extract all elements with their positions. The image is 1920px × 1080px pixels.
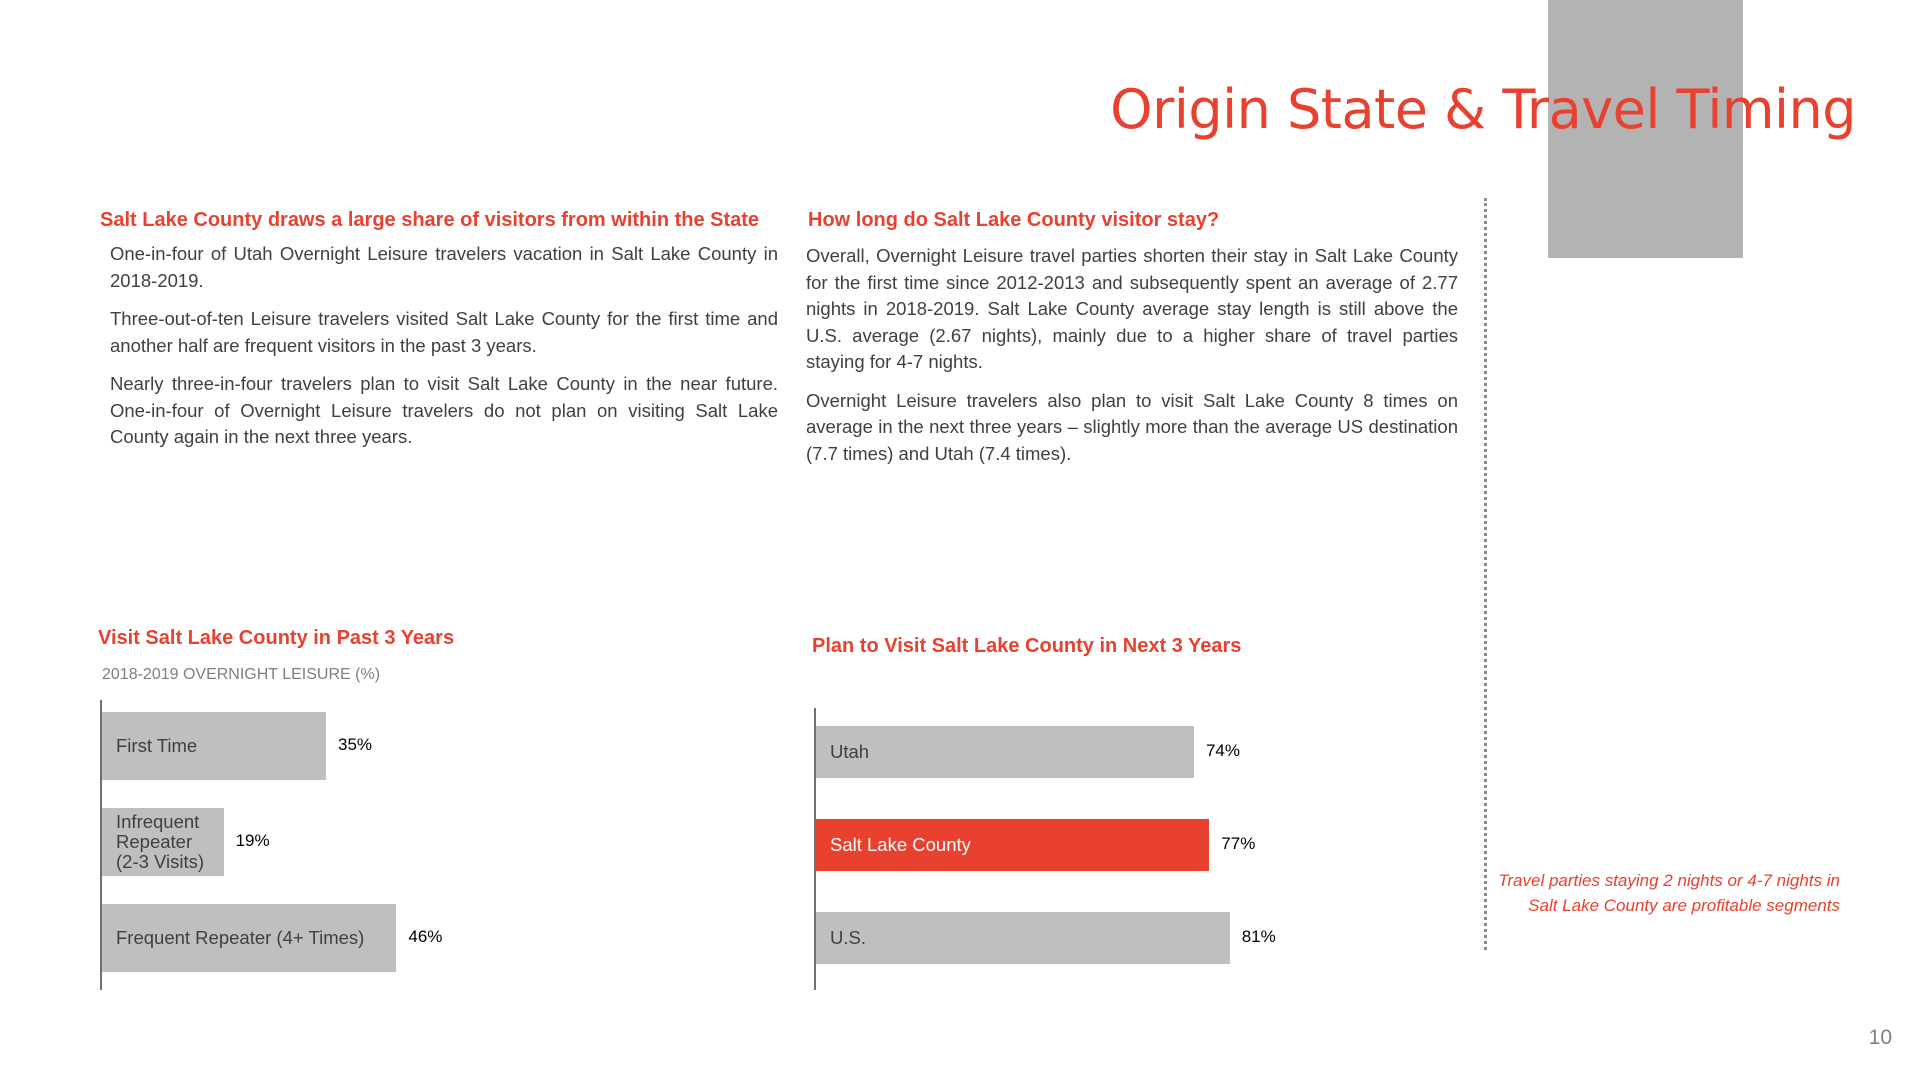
bar-category-label: U.S. [830,927,866,948]
bar-value-label: 46% [408,927,443,946]
page-title: Origin State & Travel Timing [1110,78,1856,141]
right-section-text [806,243,1458,479]
bar-value-label: 35% [338,735,373,754]
chart-subtitle: 2018-2019 OVERNIGHT LEISURE (%) [102,666,381,683]
bar-value-label: 77% [1221,834,1256,853]
page-number: 10 [1868,1026,1892,1049]
right-paragraph: Overall, Overnight Leisure travel parties shorten their stay in Salt Lake County for the first time since 2012-2013 and subsequently spent an average of 2.77 nights in 2018-2019. Salt Lake County average stay length is still above the U.S. average (2.67 nights), mainly due to a higher share of travel parties staying for 4-7 nights. [806,245,1458,372]
chart-title-past-visits: Visit Salt Lake County in Past 3 Years [98,627,455,649]
bar-category-label: Salt Lake County [830,834,971,855]
bar-category-label: Utah [830,741,870,762]
bar-category-label: Frequent Repeater (4+ Times) [116,927,365,948]
future-visits-chart [814,708,1494,990]
left-paragraph: One-in-four of Utah Overnight Leisure travelers vacation in Salt Lake County in 2018-2019. [110,243,778,291]
bar-category-label: First Time [116,735,198,756]
bar [102,904,396,972]
bar-value-label: 19% [235,831,270,850]
chart-title-future-visits: Plan to Visit Salt Lake County in Next 3 Years [812,635,1242,657]
bar-value-label: 81% [1241,927,1276,946]
bar [816,726,1194,778]
left-paragraph: Nearly three-in-four travelers plan to visit Salt Lake County in the near future. One-in-four of Overnight Leisure travelers do not plan on visiting Salt Lake County again in the next three years. [110,373,778,447]
bar [102,808,224,876]
right-paragraph: Overnight Leisure travelers also plan to visit Salt Lake County 8 times on average in the next three years – slightly more than the average US destination (7.7 times) and Utah (7.4 times). [806,389,1458,464]
bar [816,819,1209,871]
profitable-segments-note: Travel parties staying 2 nights or 4-7 nights in Salt Lake County are profitable segments [1498,871,1840,915]
bar [816,912,1230,964]
past-visits-chart [100,700,780,990]
left-section-text [110,241,778,463]
right-section-heading: How long do Salt Lake County visitor stay? [808,209,1220,231]
bar [102,712,326,780]
bar-value-label: 74% [1205,741,1240,760]
left-paragraph: Three-out-of-ten Leisure travelers visited Salt Lake County for the first time and another half are frequent visitors in the past 3 years. [110,308,778,356]
left-section-heading: Salt Lake County draws a large share of visitors from within the State [100,209,760,231]
bar-category-label: Infrequent Repeater (2-3 Visits) [116,811,205,872]
